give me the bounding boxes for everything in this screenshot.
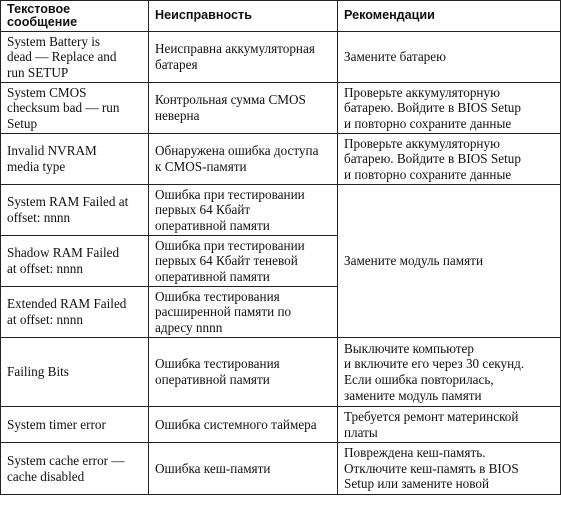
fault-cell: Ошибка тестирования оперативной памяти: [149, 338, 338, 407]
fault-cell: Ошибка кеш-памяти: [149, 443, 338, 495]
recommendation-cell: Выключите компьютер и включите его через 30 секунд. Если ошибка повторилась, замените модуль памяти: [338, 338, 561, 407]
table-row: [1, 338, 561, 407]
message-cell: Failing Bits: [1, 338, 149, 407]
header-message: Текстовое сообщение: [1, 1, 149, 32]
header-recommendation: Рекомендации: [338, 1, 561, 32]
fault-cell: Ошибка при тестировании первых 64 Кбайт оперативной памяти: [149, 185, 338, 236]
message-cell: Extended RAM Failed at offset: nnnn: [1, 287, 149, 338]
merged-recommendation-cell: Замените модуль памяти: [338, 185, 561, 338]
fault-cell: Ошибка при тестировании первых 64 Кбайт теневой оперативной памяти: [149, 236, 338, 287]
message-cell: Shadow RAM Failed at offset: nnnn: [1, 236, 149, 287]
message-cell: System RAM Failed at offset: nnnn: [1, 185, 149, 236]
message-cell: System cache error — cache disabled: [1, 443, 149, 495]
fault-cell: Ошибка тестирования расширенной памяти по адресу nnnn: [149, 287, 338, 338]
message-cell: System Battery is dead — Replace and run SETUP: [1, 32, 149, 83]
table-row: [1, 134, 561, 185]
fault-cell: Обнаружена ошибка доступа к CMOS-памяти: [149, 134, 338, 185]
recommendation-cell: Проверьте аккумуляторную батарею. Войдите в BIOS Setup и повторно сохраните данные: [338, 134, 561, 185]
recommendation-cell: Проверьте аккумуляторную батарею. Войдите в BIOS Setup и повторно сохраните данные: [338, 83, 561, 134]
recommendation-cell: Требуется ремонт материнской платы: [338, 407, 561, 443]
header-row: [1, 1, 561, 32]
header-fault: Неисправность: [149, 1, 338, 32]
message-cell: System CMOS checksum bad — run Setup: [1, 83, 149, 134]
fault-cell: Ошибка системного таймера: [149, 407, 338, 443]
recommendation-cell: Повреждена кеш-память. Отключите кеш-память в BIOS Setup или замените новой: [338, 443, 561, 495]
table-row: [1, 32, 561, 83]
table-row: [1, 443, 561, 495]
message-cell: System timer error: [1, 407, 149, 443]
table-row: [1, 407, 561, 443]
fault-cell: Неисправна аккумуляторная батарея: [149, 32, 338, 83]
recommendation-cell: Замените батарею: [338, 32, 561, 83]
table-row: [1, 185, 561, 236]
message-cell: Invalid NVRAM media type: [1, 134, 149, 185]
fault-cell: Контрольная сумма CMOS неверна: [149, 83, 338, 134]
table-row: [1, 83, 561, 134]
